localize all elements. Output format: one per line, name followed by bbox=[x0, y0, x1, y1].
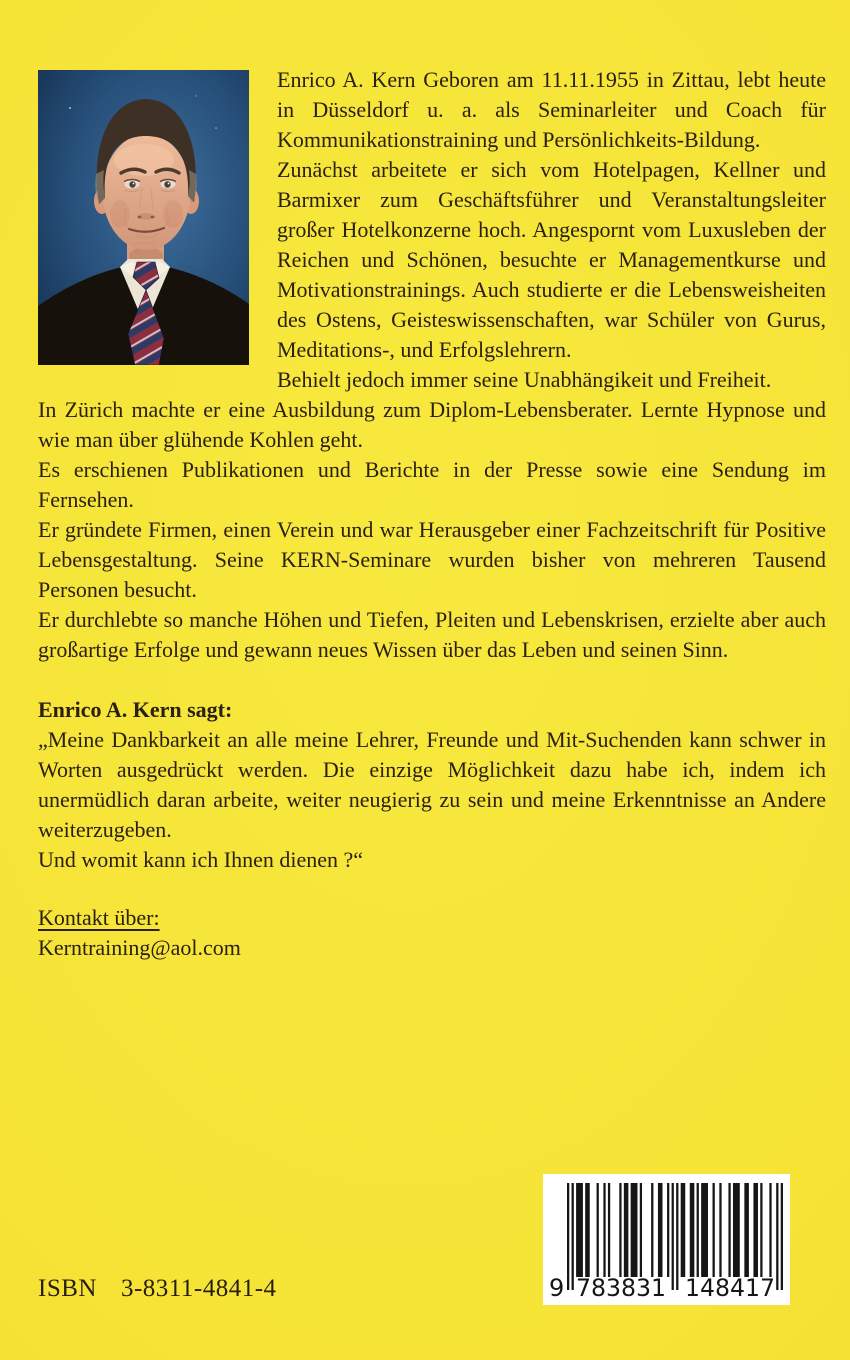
bio-paragraph-6: Er gründete Firmen, einen Verein und war Herausgeber einer Fachzeitschrift für Positive Lebensgestaltung. Seine KERN-Seminare wurden bisher von mehreren Tausend Personen besucht. bbox=[38, 517, 826, 602]
barcode-panel bbox=[543, 1174, 790, 1305]
bio-paragraph-1: Enrico A. Kern Geboren am 11.11.1955 in Zittau, lebt heute in Düsseldorf u. a. als Seminarleiter und Coach für Kommunikationstraining und Persönlichkeits-Bildung. bbox=[277, 67, 826, 152]
svg-text:148417: 148417 bbox=[685, 1274, 775, 1302]
bio-paragraph-4: In Zürich machte er eine Ausbildung zum Diplom-Lebensberater. Lernte Hypnose und wie man über glühende Kohlen geht. bbox=[38, 397, 826, 452]
back-cover-text-block bbox=[38, 65, 826, 963]
bio-paragraph-7: Er durchlebte so manche Höhen und Tiefen, Pleiten und Lebenskrisen, erzielte aber auch großartige Erfolge und gewann neues Wissen über das Leben und seinen Sinn. bbox=[38, 607, 826, 662]
isbn-number: 3-8311-4841-4 bbox=[120, 1275, 277, 1302]
contact-label bbox=[38, 903, 826, 933]
author-photo bbox=[38, 70, 249, 365]
contact-label-text: Kontakt über: bbox=[38, 905, 160, 930]
svg-text:783831: 783831 bbox=[576, 1274, 666, 1302]
bio-paragraph-5: Es erschienen Publikationen und Berichte in der Presse sowie eine Sendung im Fernsehen. bbox=[38, 457, 826, 512]
contact-email: Kerntraining@aol.com bbox=[38, 935, 241, 960]
quote-paragraph-1: „Meine Dankbarkeit an alle meine Lehrer, Freunde und Mit-Suchenden kann schwer in Worten ausgedrückt werden. Die einzige Möglichkeit dazu habe ich, indem ich unermüdlich daran arbeite, weiter neugierig zu sein und meine Erkenntnisse an Andere weiterzugeben. bbox=[38, 727, 826, 842]
bio-paragraph-3: Behielt jedoch immer seine Unabhängikeit und Freiheit. bbox=[277, 367, 772, 392]
svg-text:9: 9 bbox=[549, 1274, 565, 1302]
quote-heading: Enrico A. Kern sagt: bbox=[38, 697, 233, 722]
ean13-barcode bbox=[543, 1174, 790, 1305]
isbn-label: ISBN bbox=[38, 1275, 97, 1302]
isbn-line bbox=[38, 1274, 277, 1304]
barcode-digits bbox=[549, 1274, 775, 1302]
author-portrait-illustration bbox=[38, 70, 249, 365]
bio-paragraph-2: Zunächst arbeitete er sich vom Hotelpagen, Kellner und Barmixer zum Geschäftsführer und Veranstaltungsleiter großer Hotelkonzerne hoch. Angespornt vom Luxusleben der Reichen und Schönen, besuchte er Managementkurse und Motivationstrainings. Auch studierte er die Lebensweisheiten des Ostens, Geisteswissenschaften, war Schüler von Gurus, Meditations-, und Erfolgslehrern. bbox=[277, 157, 826, 362]
quote-paragraph-2: Und womit kann ich Ihnen dienen ?“ bbox=[38, 847, 364, 872]
